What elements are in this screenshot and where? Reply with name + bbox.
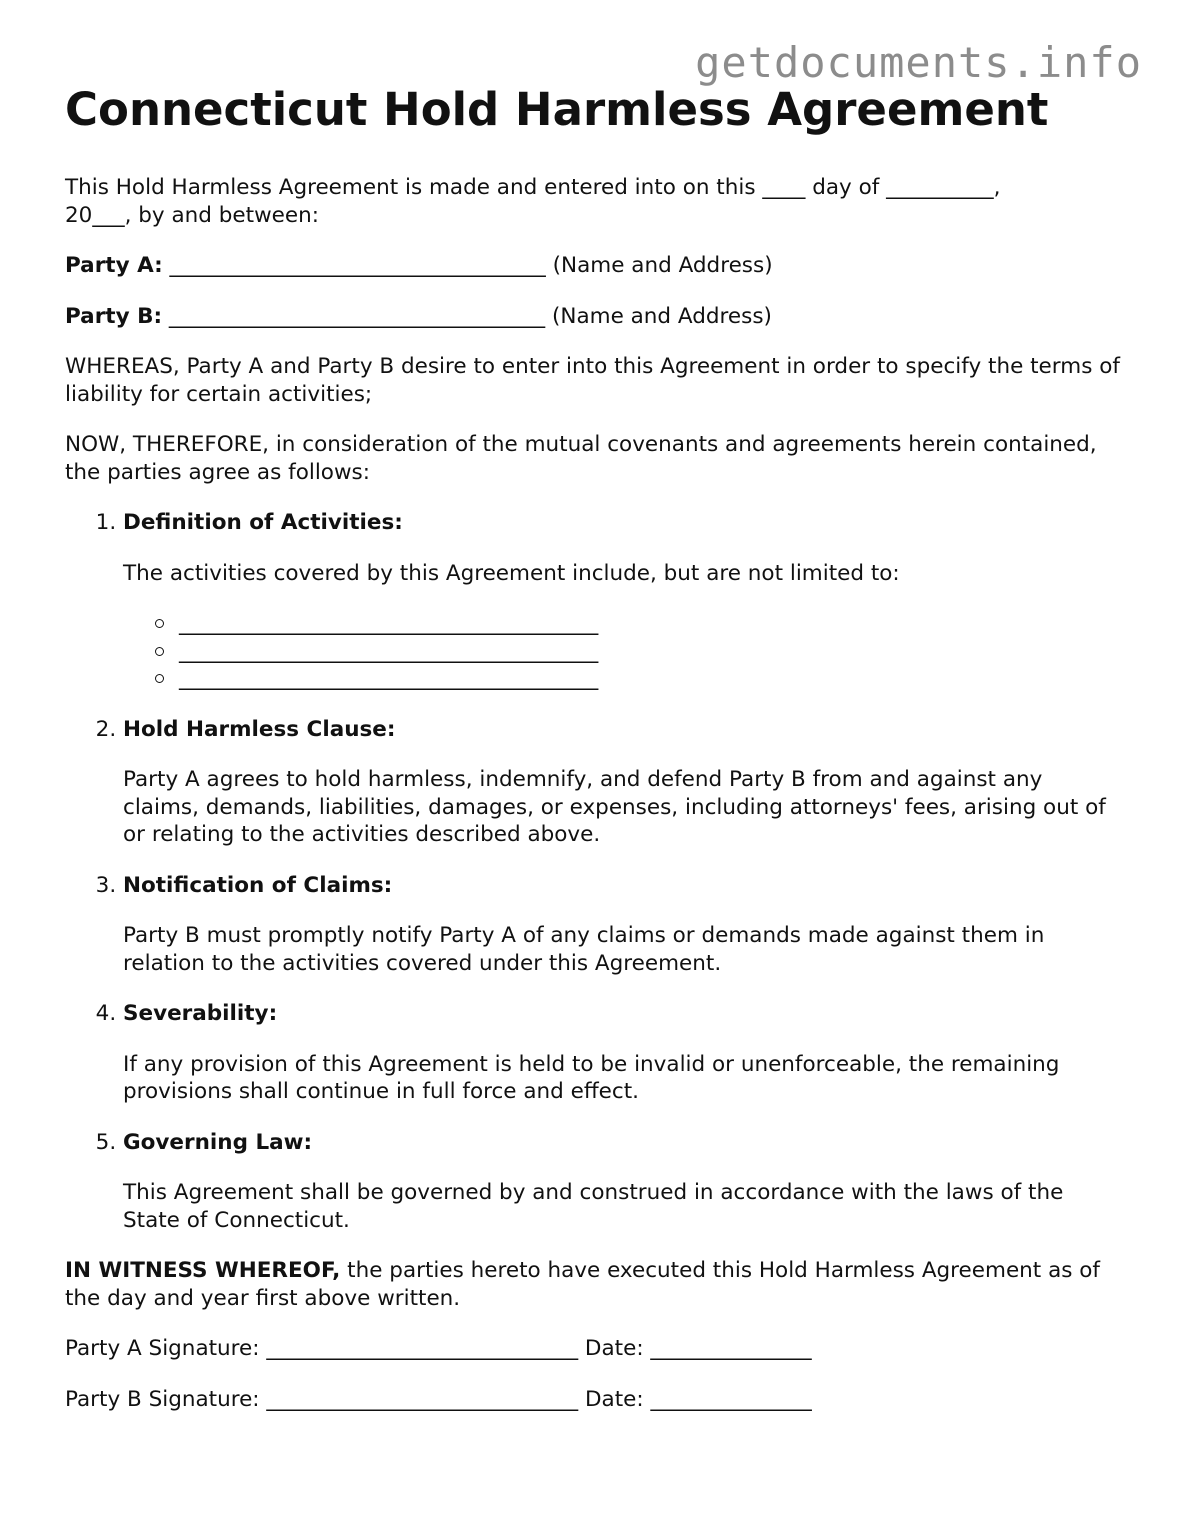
witness-paragraph <box>65 1257 1125 1312</box>
whereas-paragraph: WHEREAS, Party A and Party B desire to enter into this Agreement in order to specify the terms of liability for certain activities; <box>65 354 1120 407</box>
signature-label: Party A Signature: <box>65 1336 267 1361</box>
section-notification-of-claims <box>123 872 1125 978</box>
party-a-date-blank[interactable]: _______________ <box>650 1336 812 1361</box>
party-b-signature-line <box>65 1386 1125 1414</box>
document-page <box>65 82 1125 1436</box>
party-a-signature-line <box>65 1335 1125 1363</box>
signature-label: Party B Signature: <box>65 1386 267 1412</box>
party-a-label: Party A: <box>65 253 163 278</box>
date-label: Date: <box>578 1386 651 1412</box>
now-therefore-paragraph: NOW, THEREFORE, in consideration of the mutual covenants and agreements herein contained, the parties agree as follows: <box>65 432 1097 485</box>
section-body: The activities covered by this Agreement include, but are not limited to: <box>123 560 900 586</box>
sections-list <box>65 509 1125 1234</box>
activity-blank[interactable]: _______________________________________ <box>179 665 1125 693</box>
section-title: 5. Governing Law: <box>123 1129 313 1155</box>
date-label: Date: <box>578 1336 651 1361</box>
section-title: 3. Notification of Claims: <box>123 872 393 898</box>
party-a-blank[interactable]: ___________________________________ <box>162 253 553 278</box>
party-b-blank[interactable]: ___________________________________ <box>162 303 552 329</box>
intro-line-1: This Hold Harmless Agreement is made and entered into on this ____ day of __________, <box>65 175 1001 200</box>
section-severability <box>123 1000 1125 1106</box>
section-governing-law <box>123 1129 1125 1235</box>
activity-blank[interactable]: _______________________________________ <box>179 638 1125 666</box>
party-a-line <box>65 252 1125 280</box>
party-a-signature-blank[interactable]: _____________________________ <box>266 1336 579 1361</box>
party-b-suffix: (Name and Address) <box>551 303 772 329</box>
witness-text: the parties hereto have executed this Hold Harmless Agreement as of the day and year first above written. <box>65 1258 1101 1311</box>
witness-bold: IN WITNESS WHEREOF, <box>65 1258 341 1283</box>
document-title: Connecticut Hold Harmless Agreement <box>65 83 1049 136</box>
watermark: getdocuments.info <box>695 38 1142 87</box>
section-body: This Agreement shall be governed by and construed in accordance with the laws of the State of Connecticut. <box>123 1180 1064 1233</box>
section-body: If any provision of this Agreement is held to be invalid or unenforceable, the remaining provisions shall continue in full force and effect. <box>123 1051 1060 1104</box>
intro-paragraph <box>65 174 1125 229</box>
section-title: 2. Hold Harmless Clause: <box>123 716 396 742</box>
activity-blanks-list <box>123 610 1125 693</box>
party-b-line <box>65 303 1125 331</box>
section-body: Party B must promptly notify Party A of any claims or demands made against them in relation to the activities covered under this Agreement. <box>123 923 1045 976</box>
activity-blank[interactable]: _______________________________________ <box>179 610 1125 638</box>
section-body: Party A agrees to hold harmless, indemnify, and defend Party B from and against any claims, demands, liabilities, damages, or expenses, including attorneys' fees, arising out of or relating to the activities described above. <box>123 767 1106 847</box>
party-a-suffix: (Name and Address) <box>552 253 773 278</box>
intro-line-2: 20___, by and between: <box>65 202 319 228</box>
party-b-label: Party B: <box>65 303 163 329</box>
section-definition-of-activities <box>123 509 1125 693</box>
section-title: 4. Severability: <box>123 1001 278 1026</box>
party-b-date-blank[interactable]: _______________ <box>650 1386 812 1412</box>
section-title: 1. Definition of Activities: <box>123 510 403 535</box>
party-b-signature-blank[interactable]: _____________________________ <box>266 1386 579 1412</box>
section-hold-harmless-clause <box>123 716 1125 849</box>
